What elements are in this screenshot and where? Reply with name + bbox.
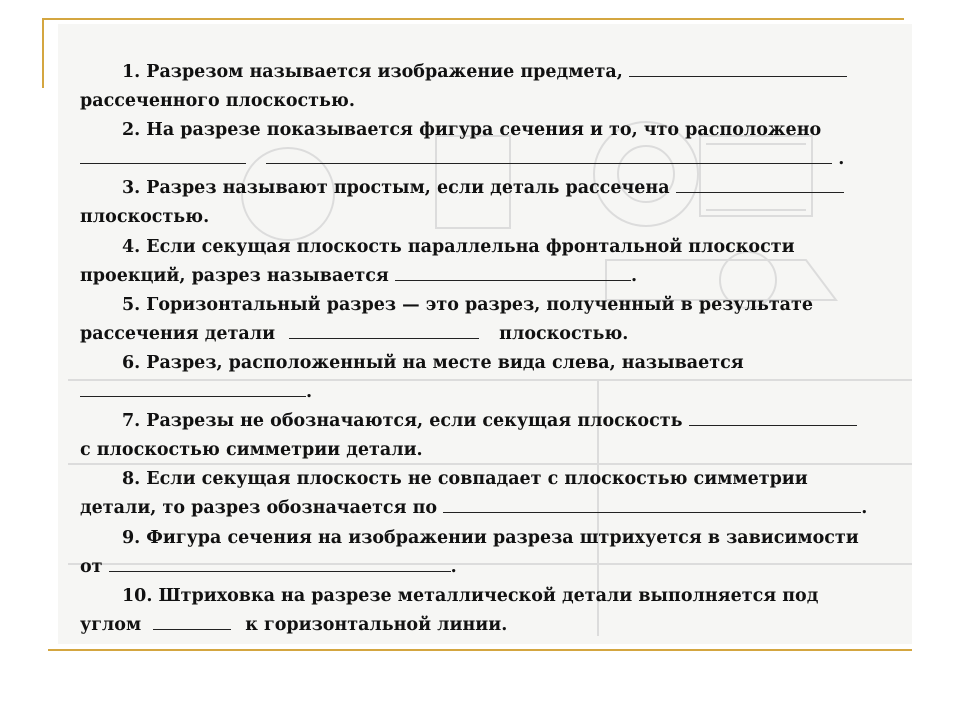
question-text: Разрезом называется изображение предмета, [146, 62, 623, 82]
question-number: 10. [122, 585, 153, 606]
question-number: 8. [122, 469, 141, 490]
answer-blank [153, 611, 231, 630]
bottom-accent-rule [48, 649, 912, 651]
question-4-line-1 [80, 233, 895, 262]
question-text: детали, то разрез обозначается по [80, 498, 438, 519]
question-text: плоскостью. [80, 207, 210, 228]
line-end-period: . [838, 149, 845, 170]
question-6-line-1 [80, 349, 895, 378]
question-text: Горизонтальный разрез — это разрез, полученный в результате [146, 294, 813, 315]
question-number: 9. [122, 527, 141, 548]
question-5-line-1 [80, 291, 895, 320]
answer-blank [109, 553, 451, 572]
question-10-line-1 [80, 582, 895, 611]
question-number: 2. [122, 120, 141, 141]
question-text: На разрезе показывается фигура сечения и то, что расположено [146, 120, 822, 141]
answer-blank [689, 407, 857, 426]
line-end-period: . [450, 556, 457, 577]
question-9-line-2 [80, 553, 895, 582]
question-text: Разрез, расположенный на месте вида слева, называется [146, 352, 744, 373]
question-text: от [80, 556, 103, 577]
answer-blank [266, 145, 832, 164]
question-number: 3. [122, 178, 141, 199]
question-text: проекций, разрез называется [80, 265, 389, 286]
question-7-line-1 [80, 407, 895, 436]
left-accent-rule [42, 18, 44, 88]
question-text: Если секущая плоскость не совпадает с плоскостью симметрии [146, 469, 808, 490]
line-end-period: . [861, 498, 868, 519]
question-5-line-2 [80, 320, 895, 349]
question-text: рассечения детали [80, 323, 276, 344]
question-list [80, 58, 895, 640]
question-number: 7. [122, 411, 141, 432]
question-3-line-1 [80, 174, 895, 203]
question-number: 6. [122, 352, 141, 373]
question-text: углом [80, 614, 142, 635]
question-number: 1. [122, 62, 141, 82]
question-1-line-1 [80, 58, 895, 87]
question-text: Фигура сечения на изображении разреза штрихуется в зависимости [146, 527, 859, 548]
answer-blank [80, 145, 246, 164]
answer-blank [80, 378, 306, 397]
question-text: с плоскостью симметрии детали. [80, 440, 423, 461]
question-text: Разрез называют простым, если деталь рассечена [146, 178, 670, 199]
top-accent-rule [42, 18, 904, 20]
line-end-period: . [306, 382, 313, 403]
question-7-line-2 [80, 436, 895, 465]
question-2-line-1 [80, 116, 895, 145]
question-9-line-1 [80, 524, 895, 553]
question-text: рассеченного плоскостью. [80, 91, 355, 112]
question-number: 5. [122, 294, 141, 315]
question-text: Если секущая плоскость параллельна фронтальной плоскости [146, 236, 795, 257]
question-text: Разрезы не обозначаются, если секущая плоскость [146, 411, 683, 432]
question-6-line-2 [80, 378, 895, 407]
answer-blank [395, 262, 631, 281]
question-text: к горизонтальной линии. [245, 614, 508, 635]
question-number: 4. [122, 236, 141, 257]
question-8-line-2 [80, 494, 895, 523]
question-1-line-2 [80, 87, 895, 116]
answer-blank [629, 58, 847, 77]
answer-blank [676, 174, 844, 193]
question-text: Штриховка на разрезе металлической детали выполняется под [158, 585, 819, 606]
question-4-line-2 [80, 262, 895, 291]
line-end-period: . [630, 265, 638, 286]
question-text: плоскостью. [499, 323, 629, 344]
question-2-line-2 [80, 145, 895, 174]
scanned-worksheet [58, 24, 912, 644]
answer-blank [443, 494, 861, 513]
answer-blank [289, 320, 479, 339]
question-10-line-2 [80, 611, 895, 640]
question-3-line-2 [80, 203, 895, 232]
question-8-line-1 [80, 465, 895, 494]
